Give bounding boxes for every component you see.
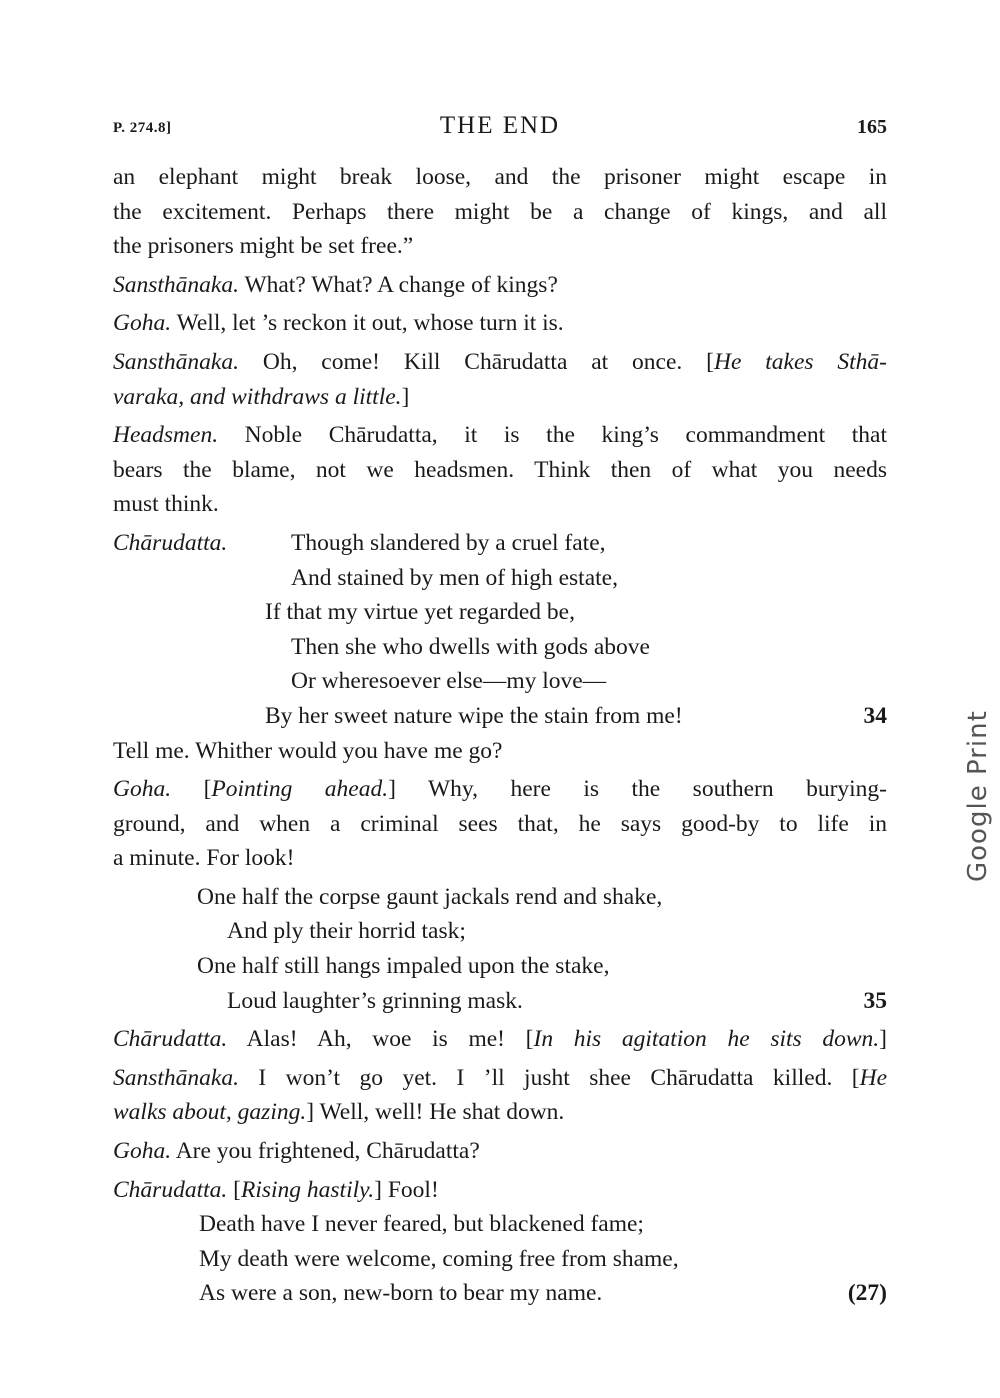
text-line: an elephant might break loose, and the prisoner might escape in [113,164,887,190]
google-print-watermark: Google Print [963,710,993,882]
stage-direction: walks about, gazing. [113,1099,307,1126]
dialogue-line: Headsmen. Noble Chārudatta, it is the king’s commandment that [113,422,887,449]
verse-line: Death have I never feared, but blackened fame; [199,1211,644,1238]
speaker-name: Goha. [113,1138,172,1165]
text-line: a minute. For look! [113,845,295,872]
verse-line: And ply their horrid task; [227,918,466,945]
stage-direction: Pointing ahead. [211,776,389,803]
dialogue-line: Goha. Well, let ’s reckon it out, whose turn it is. [113,310,564,337]
text-line: Tell me. Whither would you have me go? [113,737,503,764]
page-number: 165 [857,116,887,138]
dialogue-line: Sansthānaka. I won’t go yet. I ’ll jusht shee Chārudatta killed. [He [113,1064,887,1091]
text-line: bears the blame, not we headsmen. Think then of what you needs [113,456,887,483]
verse-line: By her sweet nature wipe the stain from me! 34 [113,699,887,734]
text-line: the prisoners might be set free.” [113,233,414,260]
speaker-name: Goha. [113,776,172,803]
header-title: THE END [439,112,561,139]
stage-direction: He [859,1064,887,1091]
verse-line: As were a son, new-born to bear my name. (27) [113,1276,887,1311]
dialogue-line: Goha. Are you frightened, Chārudatta? [113,1138,480,1165]
dialogue-line: Sansthānaka. Oh, come! Kill Chārudatta at once. [He takes Sthā- [113,348,887,375]
text-line: ground, and when a criminal sees that, he says good-by to life in [113,810,887,837]
speaker-name: Chārudatta. [113,1026,228,1053]
verse-line: One half the corpse gaunt jackals rend and shake, [197,883,663,910]
page-body [113,160,887,1311]
verse-number: (27) [847,1280,887,1307]
text-line: the excitement. Perhaps there might be a change of kings, and all [113,198,887,225]
dialogue-line: Chārudatta. Alas! Ah, woe is me! [In his agitation he sits down.] [113,1026,887,1053]
verse-line: Loud laughter’s grinning mask. 35 [113,984,887,1019]
stage-direction: Rising hastily. [240,1176,375,1203]
speaker-name: Chārudatta. [113,1176,228,1203]
speaker-name: Headsmen. [113,422,219,449]
verse-line: Then she who dwells with gods above [291,633,650,660]
stage-direction: He takes Sthā- [713,348,887,375]
dialogue-line: Goha. [Pointing ahead.] Why, here is the southern burying- [113,776,888,803]
speaker-name: Sansthānaka. [113,348,239,375]
verse-line: And stained by men of high estate, [291,564,618,591]
header-reference: P. 274.8] [113,120,172,136]
text-line: must think. [113,491,219,518]
verse-number: 35 [863,987,887,1014]
verse-line: Or wheresoever else—my love— [291,668,607,695]
verse-line: If that my virtue yet regarded be, [265,599,575,626]
stage-direction: In his agitation he sits down. [533,1026,880,1053]
speaker-name: Goha. [113,310,172,337]
text-line: varaka, and withdraws a little.] [113,383,410,410]
dialogue-line: Chārudatta. [Rising hastily.] Fool! [113,1176,439,1203]
dialogue-line: Sansthānaka. What? What? A change of kings? [113,271,558,298]
speaker-name: Chārudatta. [113,529,228,556]
running-header [113,112,887,146]
stage-direction: varaka, and withdraws a little. [113,383,402,410]
verse-line: One half still hangs impaled upon the stake, [197,953,610,980]
verse-line: My death were welcome, coming free from shame, [199,1245,679,1272]
text-line: walks about, gazing.] Well, well! He shat down. [113,1099,565,1126]
speaker-name: Sansthānaka. [113,1064,239,1091]
verse-number: 34 [863,702,887,729]
verse-line: Chārudatta. Though slandered by a cruel fate, [113,526,887,561]
speaker-name: Sansthānaka. [113,271,239,298]
